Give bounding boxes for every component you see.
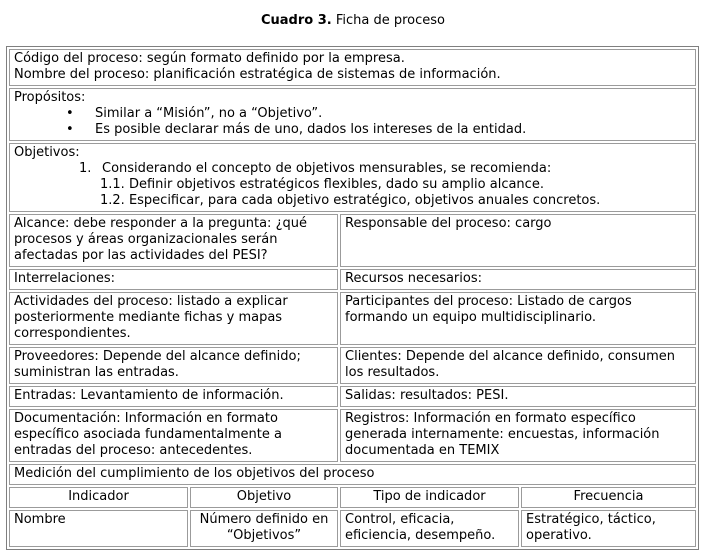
row-actividades-participantes bbox=[9, 292, 696, 345]
cell-salidas: Salidas: resultados: PESI. bbox=[340, 386, 696, 407]
propositos-bullet-1 bbox=[14, 106, 691, 122]
cell-entradas: Entradas: Levantamiento de información. bbox=[9, 386, 338, 407]
cell-registros: Registros: Información en formato específico generada internamente: encuestas, información documentada en TEMIX bbox=[340, 409, 696, 462]
codigo-line: Código del proceso: según formato definido por la empresa. bbox=[14, 51, 405, 66]
row-alcance-responsable bbox=[9, 214, 696, 267]
cell-actividades: Actividades del proceso: listado a explicar posteriormente mediante fichas y mapas correspondientes. bbox=[9, 292, 338, 345]
bullet-icon: • bbox=[66, 122, 74, 137]
nombre-line: Nombre del proceso: planificación estratégica de sistemas de información. bbox=[14, 67, 501, 82]
cell-interrelaciones: Interrelaciones: bbox=[9, 269, 338, 290]
row-codigo-nombre bbox=[9, 49, 696, 86]
row-propositos bbox=[9, 88, 696, 141]
propositos-label: Propósitos: bbox=[14, 90, 86, 105]
bullet-icon: • bbox=[66, 106, 74, 121]
cell-medicion-header: Medición del cumplimiento de los objetivos del proceso bbox=[9, 464, 696, 485]
process-card-table bbox=[6, 46, 699, 550]
header-frecuencia: Frecuencia bbox=[521, 487, 696, 508]
cell-proveedores: Proveedores: Depende del alcance definido; suministran las entradas. bbox=[9, 347, 338, 384]
objetivos-item-1-text: Considerando el concepto de objetivos mensurables, se recomienda: bbox=[102, 161, 552, 176]
objetivos-subitem-1: 1.1. Definir objetivos estratégicos flexibles, dado su amplio alcance. bbox=[100, 177, 544, 192]
header-indicador: Indicador bbox=[9, 487, 188, 508]
row-documentacion-registros bbox=[9, 409, 696, 462]
propositos-bullet-2 bbox=[14, 122, 691, 138]
caption-text: Ficha de proceso bbox=[331, 13, 445, 28]
cell-documentacion: Documentación: Información en formato específico asociada fundamentalmente a entradas del proceso: antecedentes. bbox=[9, 409, 338, 462]
objetivos-item-1 bbox=[14, 161, 691, 177]
cell-objetivo-numero: Número definido en “Objetivos” bbox=[190, 510, 338, 547]
caption-number: Cuadro 3. bbox=[260, 13, 332, 28]
table-caption bbox=[0, 13, 706, 28]
header-tipo-indicador: Tipo de indicador bbox=[340, 487, 519, 508]
row-interrelaciones-recursos bbox=[9, 269, 696, 290]
objetivos-subitem-2: 1.2. Especificar, para cada objetivo estratégico, objetivos anuales concretos. bbox=[100, 193, 601, 208]
row-entradas-salidas bbox=[9, 386, 696, 407]
row-objetivos bbox=[9, 143, 696, 212]
objetivos-item-1-number: 1. bbox=[79, 161, 92, 176]
objetivos-label: Objetivos: bbox=[14, 145, 80, 160]
row-indicator-headers bbox=[9, 487, 696, 508]
row-proveedores-clientes bbox=[9, 347, 696, 384]
cell-propositos bbox=[9, 88, 696, 141]
cell-frecuencia: Estratégico, táctico, operativo. bbox=[521, 510, 696, 547]
cell-tipo-indicador: Control, eficacia, eficiencia, desempeño. bbox=[340, 510, 519, 547]
cell-participantes: Participantes del proceso: Listado de cargos formando un equipo multidisciplinario. bbox=[340, 292, 696, 345]
header-objetivo: Objetivo bbox=[190, 487, 338, 508]
propositos-bullet-2-text: Es posible declarar más de uno, dados los intereses de la entidad. bbox=[95, 122, 527, 137]
cell-recursos: Recursos necesarios: bbox=[340, 269, 696, 290]
row-medicion-header bbox=[9, 464, 696, 485]
cell-clientes: Clientes: Depende del alcance definido, consumen los resultados. bbox=[340, 347, 696, 384]
propositos-bullet-1-text: Similar a “Misión”, no a “Objetivo”. bbox=[95, 106, 323, 121]
row-indicator-values bbox=[9, 510, 696, 547]
cell-codigo-nombre bbox=[9, 49, 696, 86]
cell-responsable: Responsable del proceso: cargo bbox=[340, 214, 696, 267]
cell-indicador-nombre: Nombre bbox=[9, 510, 188, 547]
cell-objetivos bbox=[9, 143, 696, 212]
cell-alcance: Alcance: debe responder a la pregunta: ¿qué procesos y áreas organizacionales serán afectadas por las actividades del PESI? bbox=[9, 214, 338, 267]
